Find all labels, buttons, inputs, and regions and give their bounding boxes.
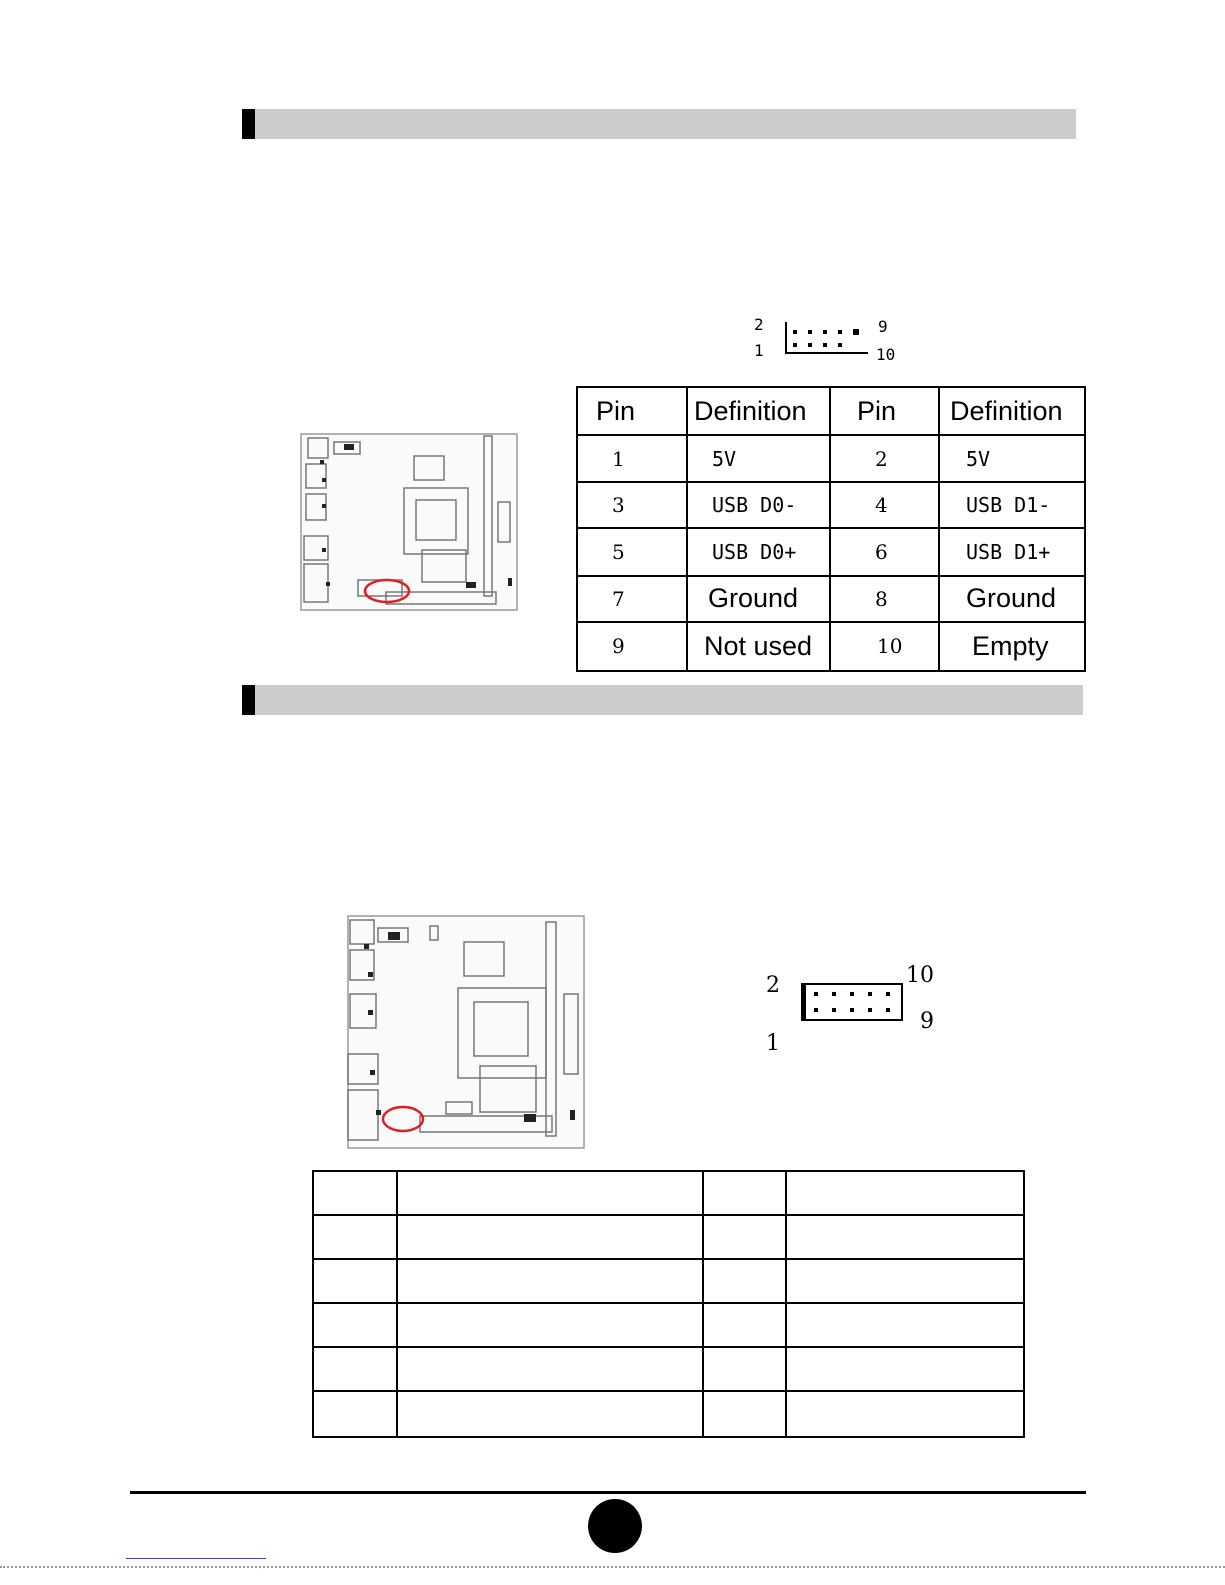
footer-rule [130, 1491, 1086, 1494]
page-edge-divider [0, 1566, 1225, 1568]
pin-number: 1 [577, 435, 687, 482]
pin-number: 10 [830, 622, 939, 671]
table-cell [397, 1259, 703, 1303]
table-cell [703, 1215, 786, 1259]
pin-label-9: 9 [878, 317, 888, 336]
pin-number: 2 [830, 435, 939, 482]
pin-definition: USB D0+ [687, 528, 830, 575]
table-cell [703, 1347, 786, 1391]
pin-number: 4 [830, 482, 939, 528]
pin-definition: Empty [939, 622, 1085, 671]
table-cell [397, 1303, 703, 1347]
table-row [577, 528, 1085, 575]
pin-number: 9 [577, 622, 687, 671]
table-row [313, 1171, 1024, 1215]
header-pin: Pin [830, 387, 939, 435]
table-cell [786, 1215, 1024, 1259]
table-cell [703, 1303, 786, 1347]
pin-definition: USB D1- [939, 482, 1085, 528]
page-number-badge [588, 1499, 642, 1553]
table-cell [313, 1215, 397, 1259]
table-cell [313, 1303, 397, 1347]
footer-link-underline[interactable] [126, 1558, 266, 1559]
pin-definition: 5V [939, 435, 1085, 482]
table-row [577, 622, 1085, 671]
table-cell [703, 1259, 786, 1303]
pin-label-1: 1 [766, 1031, 780, 1056]
table-cell [313, 1391, 397, 1437]
table-row [313, 1347, 1024, 1391]
table-cell [397, 1347, 703, 1391]
table-cell [703, 1171, 786, 1215]
pin-label-9: 9 [920, 1009, 934, 1034]
table-row [313, 1215, 1024, 1259]
pin-number: 6 [830, 528, 939, 575]
pin-definition: Not used [687, 622, 830, 671]
table-row [313, 1303, 1024, 1347]
table-cell [786, 1171, 1024, 1215]
table-cell [397, 1215, 703, 1259]
table-row [577, 482, 1085, 528]
pin-number: 3 [577, 482, 687, 528]
table-row [313, 1259, 1024, 1303]
table-header-row [577, 387, 1085, 435]
pin-label-2: 2 [754, 315, 764, 334]
pin-definition: 5V [687, 435, 830, 482]
table-row [577, 576, 1085, 622]
section-header-bar [242, 685, 1083, 715]
motherboard-layout-image [298, 432, 520, 612]
table-cell [397, 1391, 703, 1437]
pin-number: 8 [830, 576, 939, 622]
pin-definition: USB D1+ [939, 528, 1085, 575]
table-cell [786, 1347, 1024, 1391]
motherboard-layout-image [334, 914, 586, 1150]
header-pin: Pin [577, 387, 687, 435]
table-cell [786, 1303, 1024, 1347]
pin-definition: USB D0- [687, 482, 830, 528]
usb-pin-definition-table [576, 386, 1086, 672]
pin-label-1: 1 [754, 341, 764, 360]
table-row [313, 1391, 1024, 1437]
pin-label-2: 2 [766, 973, 780, 998]
section-header-bar [242, 109, 1076, 139]
pin-number: 5 [577, 528, 687, 575]
table-cell [313, 1259, 397, 1303]
pin-number: 7 [577, 576, 687, 622]
table-cell [313, 1347, 397, 1391]
table-row [577, 435, 1085, 482]
pin-header-diagram [760, 958, 950, 1058]
table-cell [703, 1391, 786, 1437]
header-definition: Definition [687, 387, 830, 435]
pin-label-10: 10 [906, 963, 934, 988]
pin-label-10: 10 [876, 345, 896, 364]
header-definition: Definition [939, 387, 1085, 435]
pin-definition: Ground [939, 576, 1085, 622]
usb-header-diagram [748, 310, 908, 370]
pin-definition-table [312, 1170, 1025, 1438]
table-cell [786, 1391, 1024, 1437]
pin-definition: Ground [687, 576, 830, 622]
table-cell [397, 1171, 703, 1215]
table-cell [313, 1171, 397, 1215]
table-cell [786, 1259, 1024, 1303]
